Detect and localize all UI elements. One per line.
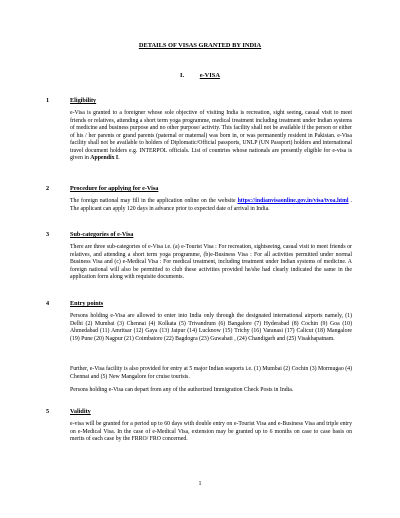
section-number: 1 — [46, 97, 50, 104]
section-heading-eligibility: Eligibility — [70, 97, 97, 104]
subtitle-label: e-VISA — [199, 72, 220, 79]
section-paragraph-procedure: The foreign national may fill in the application online on the website https://indianvisaonline.gov.in/visa/tvoa.html . The applicant can apply 120 days in advance prior to expected date of arrival in India. — [70, 198, 352, 212]
section-paragraph-departure: Persons holding e-Visa can depart from any of the authorized Immigration Check Posts in India. — [70, 387, 294, 393]
section-heading-procedure: Procedure for applying for e-Visa — [70, 185, 159, 192]
subtitle-number: I. — [180, 72, 185, 79]
section-paragraph-validity: e-visa will be granted for a period up to 60 days with double entry on e-Tourist Visa and e-Business Visa and triple entry on e-Medical Visa. In the case of e-Medical Visa, extension may be granted up to 6 months on case to case basis on merits of each case by the FRRO/ FRO concerned. — [70, 421, 352, 443]
page-number: 1 — [198, 481, 202, 487]
appendix-reference: Appendix I — [90, 155, 119, 162]
section-paragraph-subcategories: There are three sub-categories of e-Visa i.e. (a) e-Tourist Visa : For recreation, sightseeing, casual visit to meet friends or relatives, and attending a short term yoga programme, (b)e-Business Visa : For all activities permitted under normal Business Visa and (c) e-Medical Visa : For medical treatment, including treatment under Indian systems of medicine. A foreign national will also be permitted to club these activities provided he/she had clearly indicated the same in the application form along with requisite documents. — [70, 244, 352, 281]
section-heading-subcategories: Sub-categories of e-Visa — [70, 231, 134, 238]
application-website-link[interactable]: https://indianvisaonline.gov.in/visa/tvoa.html — [237, 198, 349, 204]
document-title: DETAILS OF VISAS GRANTED BY INDIA — [138, 42, 262, 49]
section-number: 3 — [46, 231, 50, 238]
section-heading-entry-points: Entry points — [70, 300, 104, 307]
section-number: 4 — [46, 300, 50, 307]
section-number: 2 — [46, 185, 50, 192]
section-paragraph-eligibility: e-Visa is granted to a foreigner whose sole objective of visiting India is recreation, sight seeing, casual visit to meet friends or relatives, attending a short term yoga programme, medical treatment including treatment under Indian systems of medicine and business purpose and no other purpose/ activity. This facility shall not be available if the person or either of his / her parents or grand parents (paternal or maternal) was born in, or was permanently resident in Pakistan. e-Visa facility shall not be available to holders of Diplomatic/Official passports, UNLP (UN Passport) holders and international travel document holders e.g. INTERPOL officials. List of countries whose nationals are presently eligible for e-visa is given in Appendix I. — [70, 110, 352, 162]
section-paragraph-entry-seaports: Further, e-Visa facility is also provided for entry at 5 major Indian seaports i.e. (1) Mumbai (2) Cochin (3) Mormugao (4) Chennai and (5) New Mangalore for cruise tourists. — [70, 366, 352, 380]
section-paragraph-entry-airports: Persons holding e-Visa are allowed to enter into India only through the designated international airports namely, (1) Delhi (2) Mumbai (3) Chennai (4) Kolkata (5) Trivandrum (6) Bangalore (7) Hyderabad (8) Cochin (9) Goa (10) Ahmedabad (11) Amritsar (12) Gaya (13) Jaipur (14) Lucknow (15) Trichy (16) Varanasi (17) Calicut (18) Mangalore (19) Pune (20) Nagpur (21) Coimbatore (22) Bagdogra (23) Guwahati , (24) Chandigarh and (25) Visakhapatnam. — [70, 313, 352, 342]
section-subtitle — [0, 72, 400, 79]
section-number: 5 — [46, 408, 50, 415]
section-heading-validity: Validity — [70, 408, 91, 415]
